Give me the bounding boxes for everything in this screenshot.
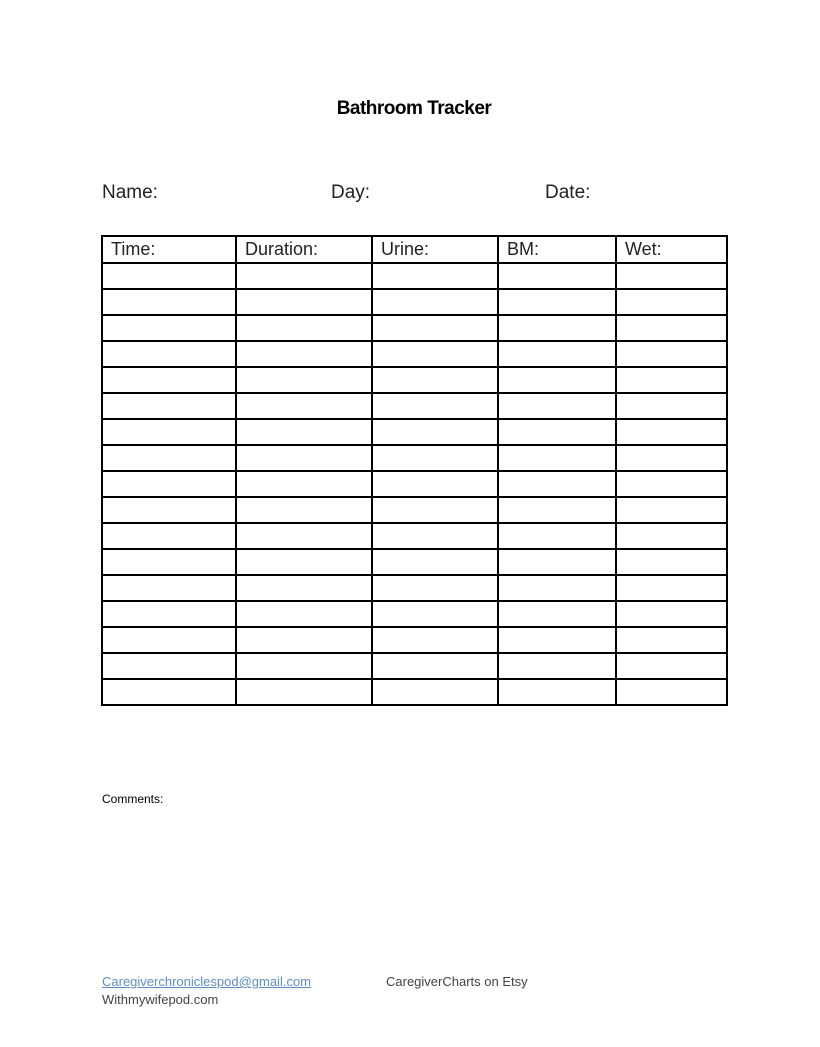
- table-cell[interactable]: [236, 523, 372, 549]
- table-cell[interactable]: [102, 289, 236, 315]
- table-cell[interactable]: [236, 341, 372, 367]
- etsy-text: CaregiverCharts on Etsy: [386, 974, 528, 989]
- table-cell[interactable]: [236, 601, 372, 627]
- table-cell[interactable]: [372, 341, 498, 367]
- table-cell[interactable]: [498, 523, 616, 549]
- table-cell[interactable]: [102, 419, 236, 445]
- table-row: [102, 289, 727, 315]
- header-time: Time:: [102, 236, 236, 263]
- table-cell[interactable]: [102, 341, 236, 367]
- table-row: [102, 679, 727, 705]
- table-cell[interactable]: [616, 263, 727, 289]
- table-cell[interactable]: [102, 679, 236, 705]
- table-cell[interactable]: [372, 523, 498, 549]
- day-label: Day:: [331, 182, 371, 203]
- table-cell[interactable]: [498, 471, 616, 497]
- table-cell[interactable]: [616, 601, 727, 627]
- table-cell[interactable]: [372, 679, 498, 705]
- table-cell[interactable]: [498, 575, 616, 601]
- table-row: [102, 549, 727, 575]
- table-row: [102, 341, 727, 367]
- tracker-table: [101, 235, 728, 706]
- table-cell[interactable]: [498, 653, 616, 679]
- table-cell[interactable]: [236, 393, 372, 419]
- table-cell[interactable]: [372, 549, 498, 575]
- table-cell[interactable]: [372, 497, 498, 523]
- table-cell[interactable]: [616, 289, 727, 315]
- table-cell[interactable]: [236, 289, 372, 315]
- table-cell[interactable]: [236, 575, 372, 601]
- table-row: [102, 627, 727, 653]
- table-cell[interactable]: [498, 393, 616, 419]
- table-cell[interactable]: [372, 471, 498, 497]
- table-row: [102, 471, 727, 497]
- table-cell[interactable]: [372, 289, 498, 315]
- table-cell[interactable]: [616, 393, 727, 419]
- table-cell[interactable]: [616, 341, 727, 367]
- table-cell[interactable]: [498, 601, 616, 627]
- table-cell[interactable]: [372, 419, 498, 445]
- header-wet: Wet:: [616, 236, 727, 263]
- table-cell[interactable]: [498, 263, 616, 289]
- table-cell[interactable]: [498, 679, 616, 705]
- table-cell[interactable]: [498, 419, 616, 445]
- table-cell[interactable]: [372, 315, 498, 341]
- table-cell[interactable]: [498, 549, 616, 575]
- table-cell[interactable]: [498, 627, 616, 653]
- table-cell[interactable]: [616, 315, 727, 341]
- table-cell[interactable]: [236, 419, 372, 445]
- table-row: [102, 315, 727, 341]
- table-cell[interactable]: [616, 627, 727, 653]
- table-cell[interactable]: [372, 627, 498, 653]
- table-cell[interactable]: [102, 653, 236, 679]
- table-cell[interactable]: [372, 601, 498, 627]
- table-cell[interactable]: [236, 627, 372, 653]
- table-cell[interactable]: [616, 679, 727, 705]
- table-cell[interactable]: [102, 523, 236, 549]
- table-cell[interactable]: [102, 471, 236, 497]
- comments-label: Comments:: [102, 792, 164, 806]
- table-cell[interactable]: [102, 263, 236, 289]
- table-cell[interactable]: [372, 575, 498, 601]
- website-text: Withmywifepod.com: [102, 992, 219, 1007]
- table-cell[interactable]: [102, 549, 236, 575]
- table-cell[interactable]: [616, 549, 727, 575]
- table-row: [102, 393, 727, 419]
- table-cell[interactable]: [616, 471, 727, 497]
- table-cell[interactable]: [498, 315, 616, 341]
- table-cell[interactable]: [498, 445, 616, 471]
- table-cell[interactable]: [372, 653, 498, 679]
- table-cell[interactable]: [616, 497, 727, 523]
- table-row: [102, 601, 727, 627]
- table-row: [102, 263, 727, 289]
- table-cell[interactable]: [616, 419, 727, 445]
- date-label: Date:: [545, 182, 591, 203]
- table-cell[interactable]: [102, 393, 236, 419]
- header-bm: BM:: [498, 236, 616, 263]
- table-cell[interactable]: [616, 575, 727, 601]
- table-cell[interactable]: [236, 679, 372, 705]
- table-row: [102, 419, 727, 445]
- email-link[interactable]: Caregiverchroniclespod@gmail.com: [102, 974, 312, 989]
- table-cell[interactable]: [372, 393, 498, 419]
- table-cell[interactable]: [102, 575, 236, 601]
- table-cell[interactable]: [236, 653, 372, 679]
- table-cell[interactable]: [236, 315, 372, 341]
- name-label: Name:: [102, 182, 158, 203]
- table-row: [102, 653, 727, 679]
- table-cell[interactable]: [236, 549, 372, 575]
- table-row: [102, 523, 727, 549]
- header-duration: Duration:: [236, 236, 372, 263]
- table-cell[interactable]: [236, 445, 372, 471]
- table-cell[interactable]: [102, 315, 236, 341]
- table-cell[interactable]: [102, 627, 236, 653]
- table-cell[interactable]: [498, 367, 616, 393]
- table-cell[interactable]: [372, 367, 498, 393]
- table-cell[interactable]: [372, 263, 498, 289]
- table-cell[interactable]: [236, 497, 372, 523]
- table-row: [102, 575, 727, 601]
- table-cell[interactable]: [236, 263, 372, 289]
- page-title: Bathroom Tracker: [336, 98, 492, 119]
- table-cell[interactable]: [498, 289, 616, 315]
- table-cell[interactable]: [102, 367, 236, 393]
- table-cell[interactable]: [102, 497, 236, 523]
- table-row: [102, 445, 727, 471]
- table-cell[interactable]: [372, 445, 498, 471]
- table-cell[interactable]: [102, 601, 236, 627]
- header-urine: Urine:: [372, 236, 498, 263]
- table-row: [102, 497, 727, 523]
- table-cell[interactable]: [498, 497, 616, 523]
- table-cell[interactable]: [102, 445, 236, 471]
- table-cell[interactable]: [498, 341, 616, 367]
- table-cell[interactable]: [236, 471, 372, 497]
- table-row: [102, 367, 727, 393]
- header-row: [102, 236, 727, 263]
- table-cell[interactable]: [616, 445, 727, 471]
- table-cell[interactable]: [616, 523, 727, 549]
- table-cell[interactable]: [236, 367, 372, 393]
- table-cell[interactable]: [616, 367, 727, 393]
- table-cell[interactable]: [616, 653, 727, 679]
